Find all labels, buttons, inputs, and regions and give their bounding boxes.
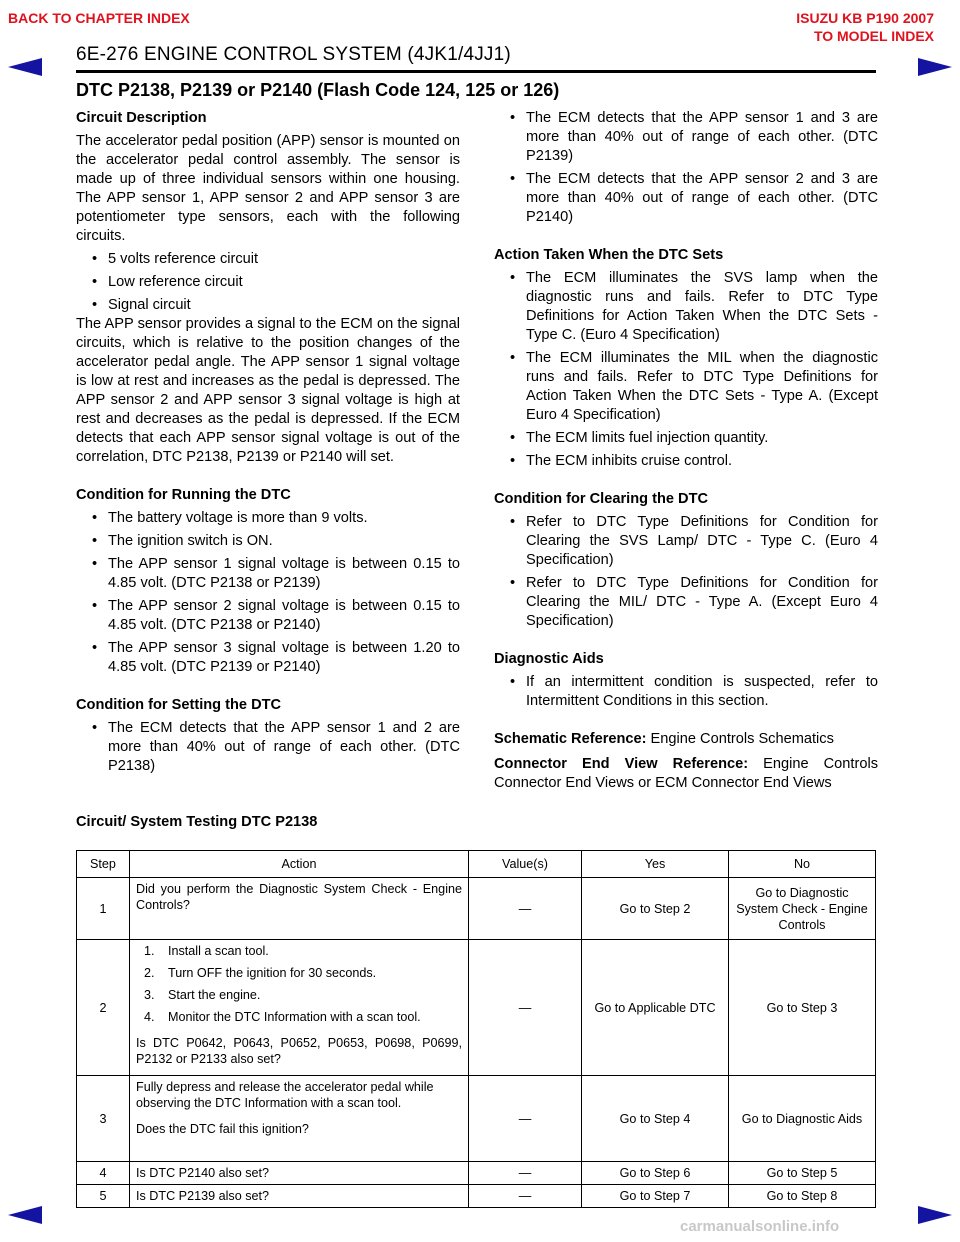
- step-action: Is DTC P2140 also set?: [130, 1162, 469, 1185]
- step-question: Does the DTC fail this ignition?: [136, 1122, 309, 1136]
- list-item: • The ECM inhibits cruise control.: [494, 452, 878, 471]
- list-item: • The ECM detects that the APP sensor 1 and 3 are more than 40% out of range of each other. (DTC P2139): [494, 109, 878, 166]
- left-column: [76, 109, 460, 776]
- step-yes-link[interactable]: Go to Step 7: [582, 1185, 729, 1208]
- step-number: 1: [77, 878, 130, 940]
- table-row: [77, 1185, 876, 1208]
- list-item: • The ECM illuminates the SVS lamp when the diagnostic runs and fails. Refer to DTC Type Definitions for Action Taken When the DTC Sets - Type C. (Euro 4 Specification): [494, 269, 878, 345]
- step-no-link[interactable]: Go to Step 8: [729, 1185, 876, 1208]
- step-action-text: Fully depress and release the accelerator pedal while observing the DTC Information with a scan tool.: [136, 1080, 434, 1110]
- connector-reference-value[interactable]: Engine Controls Connector End Views or ECM Connector End Views: [494, 756, 878, 791]
- step-yes-link[interactable]: Go to Step 2: [582, 878, 729, 940]
- step-value: —: [469, 940, 582, 1076]
- diagnostic-steps-table: [76, 850, 876, 1208]
- list-item: • If an intermittent condition is suspected, refer to Intermittent Conditions in this section.: [494, 673, 878, 711]
- list-item: • Refer to DTC Type Definitions for Condition for Clearing the SVS Lamp/ DTC - Type C. (Euro 4 Specification): [494, 513, 878, 570]
- condition-setting-list-left: [76, 719, 460, 776]
- circuit-description-para2: The APP sensor provides a signal to the ECM on the signal circuits, which is relative to the position changes of the accelerator pedal angle. The APP sensor 1 signal voltage is low at rest and increases as the pedal is depressed. The APP sensor 2 and APP sensor 3 signal voltage is high at rest and decreases as the pedal is depressed. If the ECM detects that each APP sensor signal voltage is out of the correlation, DTC P2138, P2139 or P2140 will set.: [76, 316, 460, 465]
- step-value: —: [469, 1162, 582, 1185]
- list-item: 3. Start the engine.: [144, 988, 261, 1002]
- circuit-list: [76, 250, 460, 315]
- table-title: Circuit/ System Testing DTC P2138: [76, 814, 318, 830]
- action-taken-list: [494, 269, 878, 471]
- list-item: • The ECM limits fuel injection quantity.: [494, 429, 878, 448]
- diagnostic-aids-list: [494, 673, 878, 711]
- list-item: • The ECM detects that the APP sensor 2 and 3 are more than 40% out of range of each other. (DTC P2140): [494, 170, 878, 227]
- substep-list: [136, 943, 462, 1025]
- next-page-arrow-icon[interactable]: [918, 58, 952, 76]
- header-yes: Yes: [582, 851, 729, 878]
- list-item: • 5 volts reference circuit: [76, 250, 460, 269]
- step-number: 2: [77, 940, 130, 1076]
- step-value: —: [469, 1076, 582, 1162]
- to-model-index-link[interactable]: TO MODEL INDEX: [813, 28, 934, 44]
- header-values: Value(s): [469, 851, 582, 878]
- step-no-link[interactable]: Go to Diagnostic Aids: [729, 1076, 876, 1162]
- schematic-reference-value[interactable]: Engine Controls Schematics: [646, 731, 834, 747]
- step-no-link[interactable]: Go to Diagnostic System Check - Engine Controls: [729, 878, 876, 940]
- connector-reference-label: Connector End View Reference:: [494, 756, 749, 772]
- list-item: • Signal circuit: [76, 296, 460, 315]
- schematic-reference-label: Schematic Reference:: [494, 731, 647, 747]
- list-item: • The APP sensor 3 signal voltage is between 1.20 to 4.85 volt. (DTC P2139 or P2140): [76, 639, 460, 677]
- substep-text: Start the engine.: [168, 988, 261, 1002]
- header-step: Step: [77, 851, 130, 878]
- step-yes-link[interactable]: Go to Step 6: [582, 1162, 729, 1185]
- step-value: —: [469, 1185, 582, 1208]
- condition-clearing-heading: Condition for Clearing the DTC: [494, 491, 709, 507]
- step-no-link[interactable]: Go to Step 3: [729, 940, 876, 1076]
- list-item: • The ECM detects that the APP sensor 1 and 2 are more than 40% out of range of each other. (DTC P2138): [76, 719, 460, 776]
- list-item: 2. Turn OFF the ignition for 30 seconds.: [144, 966, 377, 980]
- page-header-title: 6E-276 ENGINE CONTROL SYSTEM (4JK1/4JJ1): [76, 44, 511, 65]
- step-no-link[interactable]: Go to Step 5: [729, 1162, 876, 1185]
- table-row: [77, 1076, 876, 1162]
- step-number: 3: [77, 1076, 130, 1162]
- circuit-description-para1: The accelerator pedal position (APP) sensor is mounted on the accelerator pedal control assembly. The sensor is made up of three individual sensors within one housing. The APP sensor 1, APP sensor 2 and APP sensor 3 are potentiometer type sensors, each with the following circuits.: [76, 133, 460, 244]
- list-item: • The battery voltage is more than 9 volts.: [76, 509, 460, 528]
- list-item: 1. Install a scan tool.: [144, 944, 269, 958]
- header-action: Action: [130, 851, 469, 878]
- table-row: [77, 1162, 876, 1185]
- prev-page-arrow-icon[interactable]: [8, 1206, 42, 1224]
- action-taken-heading: Action Taken When the DTC Sets: [494, 247, 724, 263]
- next-page-arrow-icon[interactable]: [918, 1206, 952, 1224]
- table-row: [77, 878, 876, 940]
- watermark: carmanualsonline.info: [680, 1218, 840, 1235]
- list-item: • The APP sensor 2 signal voltage is between 0.15 to 4.85 volt. (DTC P2138 or P2140): [76, 597, 460, 635]
- condition-running-heading: Condition for Running the DTC: [76, 487, 291, 503]
- step-action: [130, 1076, 469, 1162]
- prev-page-arrow-icon[interactable]: [8, 58, 42, 76]
- condition-clearing-list: [494, 513, 878, 631]
- condition-setting-heading: Condition for Setting the DTC: [76, 697, 282, 713]
- table-header-row: [77, 851, 876, 878]
- step-number: 5: [77, 1185, 130, 1208]
- step-question: Is DTC P0642, P0643, P0652, P0653, P0698, P0699, P2132 or P2133 also set?: [136, 1036, 462, 1066]
- model-title-link[interactable]: ISUZU KB P190 2007: [796, 10, 934, 26]
- step-value: —: [469, 878, 582, 940]
- back-to-chapter-link[interactable]: BACK TO CHAPTER INDEX: [8, 10, 190, 26]
- condition-running-list: [76, 509, 460, 677]
- dtc-title: DTC P2138, P2139 or P2140 (Flash Code 124, 125 or 126): [76, 80, 560, 100]
- substep-text: Monitor the DTC Information with a scan tool.: [168, 1010, 421, 1024]
- diagnostic-aids-heading: Diagnostic Aids: [494, 651, 604, 667]
- connector-reference: [494, 755, 878, 793]
- step-number: 4: [77, 1162, 130, 1185]
- step-yes-link[interactable]: Go to Step 4: [582, 1076, 729, 1162]
- list-item: • The ignition switch is ON.: [76, 532, 460, 551]
- step-action: Did you perform the Diagnostic System Check - Engine Controls?: [130, 878, 469, 940]
- right-column: [494, 105, 878, 793]
- step-action: [130, 940, 469, 1076]
- condition-setting-list-right: [494, 109, 878, 227]
- header-no: No: [729, 851, 876, 878]
- header-divider: [76, 70, 876, 73]
- step-action: Is DTC P2139 also set?: [130, 1185, 469, 1208]
- schematic-reference: [494, 730, 878, 749]
- list-item: • The ECM illuminates the MIL when the diagnostic runs and fails. Refer to DTC Type Definitions for Action Taken When the DTC Sets - Type A. (Except Euro 4 Specification): [494, 349, 878, 425]
- list-item: • Low reference circuit: [76, 273, 460, 292]
- step-yes-link[interactable]: Go to Applicable DTC: [582, 940, 729, 1076]
- list-item: • Refer to DTC Type Definitions for Condition for Clearing the MIL/ DTC - Type A. (Except Euro 4 Specification): [494, 574, 878, 631]
- circuit-description-heading: Circuit Description: [76, 110, 207, 126]
- substep-text: Install a scan tool.: [168, 944, 269, 958]
- substep-text: Turn OFF the ignition for 30 seconds.: [168, 966, 377, 980]
- list-item: 4. Monitor the DTC Information with a scan tool.: [144, 1010, 421, 1024]
- table-row: [77, 940, 876, 1076]
- list-item: • The APP sensor 1 signal voltage is between 0.15 to 4.85 volt. (DTC P2138 or P2139): [76, 555, 460, 593]
